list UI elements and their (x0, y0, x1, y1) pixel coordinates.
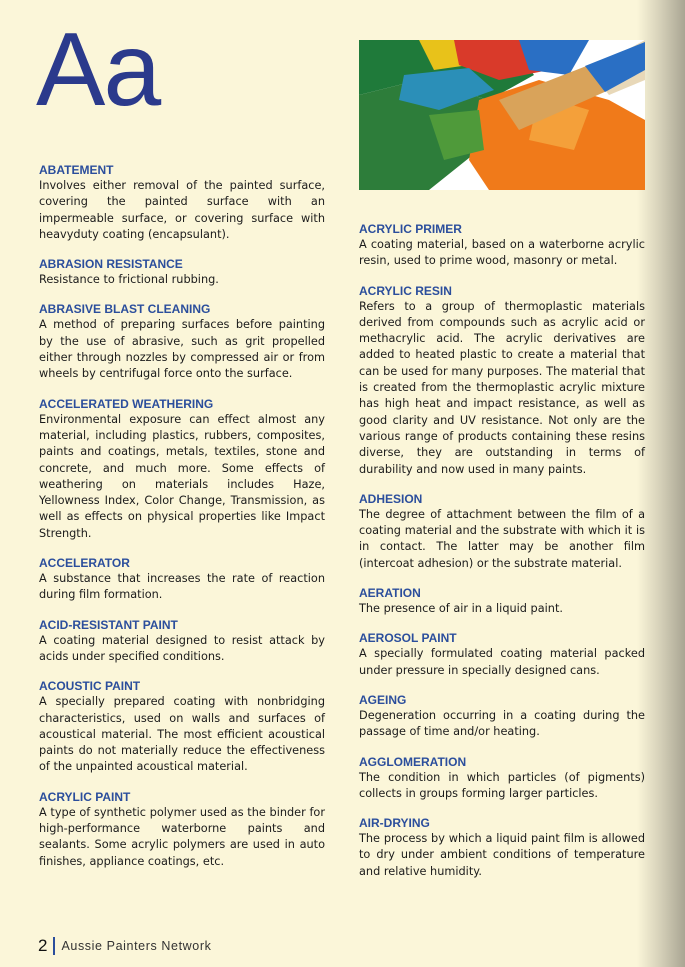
glossary-term: AIR-DRYING (359, 816, 430, 831)
right-glossary-column (359, 221, 645, 893)
glossary-definition: The condition in which particles (of pigments) collects in groups forming larger particles. (359, 770, 645, 800)
glossary-definition: A specially formulated coating material packed under pressure in specially designed cans. (359, 647, 645, 677)
glossary-entry (359, 815, 645, 880)
glossary-term: ACRYLIC PRIMER (359, 222, 462, 236)
glossary-term: ACCELERATOR (39, 556, 130, 571)
glossary-term: ABRASIVE BLAST CLEANING (39, 302, 211, 317)
glossary-term: ADHESION (359, 491, 423, 506)
glossary-entry (359, 491, 645, 572)
glossary-entry (359, 585, 645, 617)
glossary-entry (39, 301, 325, 382)
glossary-entry (39, 396, 325, 542)
glossary-term: ACCELERATED WEATHERING (39, 396, 214, 411)
glossary-definition: The presence of air in a liquid paint. (359, 602, 563, 616)
glossary-definition: A specially prepared coating with nonbridging characteristics, used on walls and surfaces of acoustical material. The most efficient acoustical paints do not materially reduce the effectiveness of the unpainted acoustical material. (39, 695, 325, 774)
glossary-definition: Environmental exposure can effect almost any material, including plastics, rubbers, composites, paints and coatings, metals, textiles, stone and concrete, and much more. Some effects of weathering on materials includes Haze, Yellowness Index, Color Change, Transmission, as well as effects on physical properties like Impact Strength. (39, 412, 325, 540)
glossary-definition: A substance that increases the rate of reaction during film formation. (39, 572, 325, 602)
publication-name: Aussie Painters Network (61, 939, 212, 953)
glossary-definition: Refers to a group of thermoplastic materials derived from compounds such as acrylic acid or methacrylic acid. The acrylic derivatives are added to heated plastic to create a material that can be used for many purposes. The material that is created from the thermoplastic acrylic mixture has high heat and impact resistance, as well as good clarity and UV resistance. Not only are the various range of products containing these resins diverse, they are outstanding in terms of durability and now used in many paints. (359, 299, 645, 476)
glossary-entry (359, 283, 645, 478)
glossary-entry (39, 162, 325, 243)
page-number: 2 (38, 936, 48, 955)
glossary-term: ACOUSTIC PAINT (39, 679, 141, 694)
glossary-term: AGGLOMERATION (359, 754, 467, 769)
glossary-term: ACID-RESISTANT PAINT (39, 617, 178, 632)
section-letter-heading: Aa (36, 12, 160, 128)
glossary-term: ACRYLIC RESIN (359, 283, 452, 298)
glossary-definition: A method of preparing surfaces before painting by the use of abrasive, such as grit propelled either through nozzles by compressed air or from wheels by centrifugal force onto the surface. (39, 318, 325, 381)
glossary-term: ABATEMENT (39, 163, 114, 177)
glossary-entry (359, 221, 645, 270)
footer-divider (53, 937, 55, 955)
glossary-entry (39, 678, 325, 775)
glossary-definition: A coating material designed to resist attack by acids under specified conditions. (39, 633, 325, 663)
glossary-definition: Resistance to frictional rubbing. (39, 273, 219, 287)
glossary-term: AEROSOL PAINT (359, 631, 457, 646)
glossary-definition: Degeneration occurring in a coating during the passage of time and/or heating. (359, 708, 645, 739)
glossary-entry (39, 789, 325, 870)
page-footer (38, 936, 211, 956)
glossary-entry (39, 555, 325, 604)
glossary-entry (359, 754, 645, 803)
glossary-definition: A coating material, based on a waterborne acrylic resin, used to prime wood, masonry or metal. (359, 238, 645, 268)
glossary-term: AGEING (359, 692, 407, 707)
paint-brush-photo (359, 40, 645, 190)
glossary-term: AERATION (359, 586, 421, 601)
glossary-entry (39, 617, 325, 666)
glossary-term: ACRYLIC PAINT (39, 789, 131, 804)
glossary-entry (39, 256, 325, 288)
glossary-definition: The degree of attachment between the film of a coating material and the substrate with which it is in contact. The latter may be another film (intercoat adhesion) or the substrate material. (359, 507, 645, 570)
glossary-entry (359, 692, 645, 741)
left-glossary-column (39, 162, 325, 883)
glossary-term: ABRASION RESISTANCE (39, 257, 183, 272)
glossary-entry (359, 630, 645, 679)
glossary-definition: Involves either removal of the painted surface, covering the painted surface with an impermeable surface, or covering surface with heavyduty coating (encapsulant). (39, 179, 325, 241)
glossary-definition: The process by which a liquid paint film is allowed to dry under ambient conditions of temperature and relative humidity. (359, 832, 645, 878)
glossary-definition: A type of synthetic polymer used as the binder for high-performance waterborne paints and sealants. Some acrylic polymers are used in auto finishes, appliance coatings, etc. (39, 805, 325, 868)
